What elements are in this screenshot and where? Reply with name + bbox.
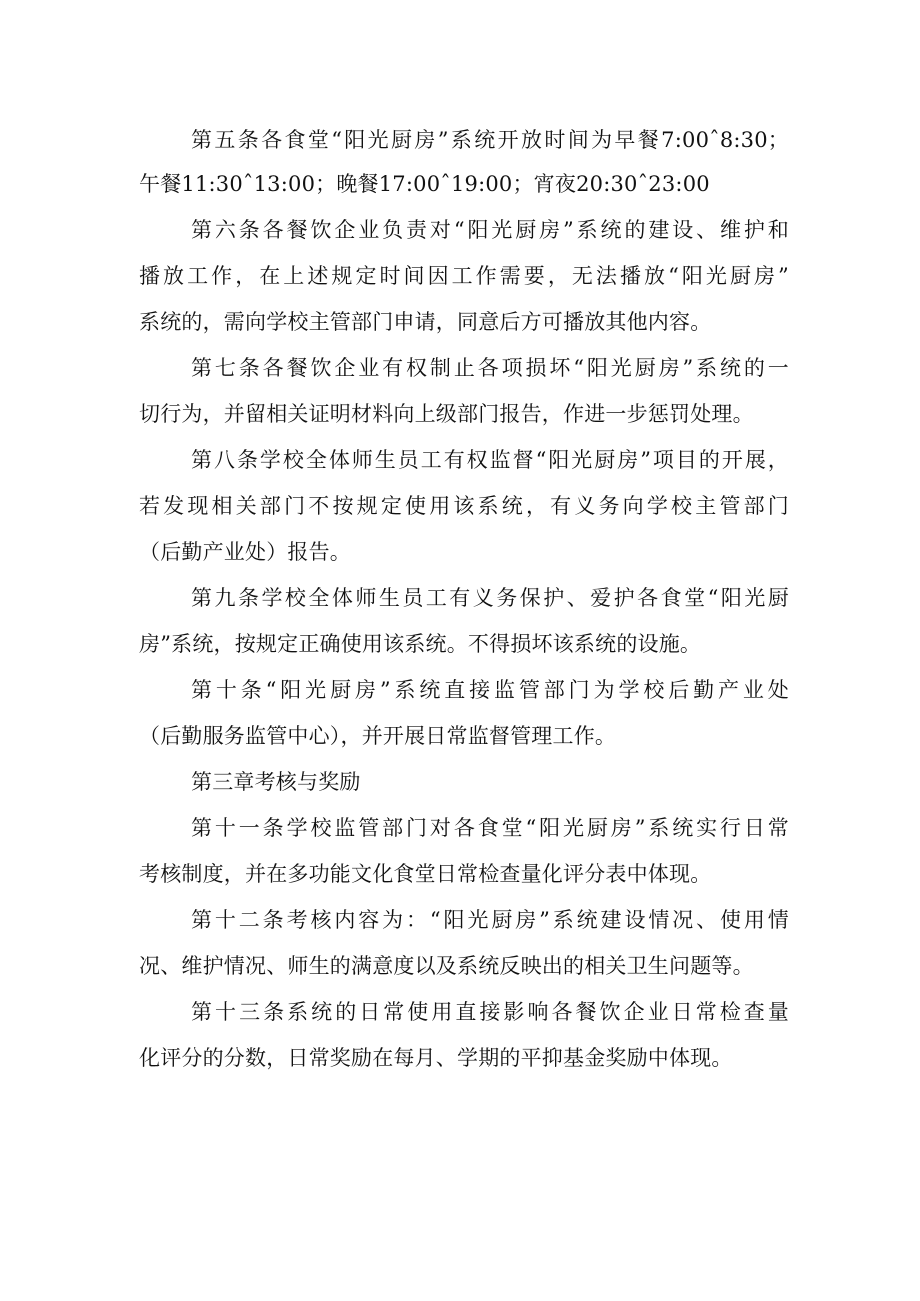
article-12-line-1: 第十二条考核内容为：“阳光厨房”系统建设情况、使用情	[191, 908, 789, 932]
article-9-line-1: 第九条学校全体师生员工有义务保护、爱护各食堂“阳光厨	[191, 586, 789, 610]
article-10-line-2: （后勤服务监管中心），并开展日常监督管理工作。	[139, 724, 617, 748]
article-10-line-1: 第十条“阳光厨房”系统直接监管部门为学校后勤产业处	[191, 678, 789, 702]
article-9-line-2: 房”系统，按规定正确使用该系统。不得损坏该系统的设施。	[139, 632, 702, 656]
article-11-line-2: 考核制度，并在多功能文化食堂日常检查量化评分表中体现。	[139, 862, 712, 886]
article-6-line-2: 播放工作，在上述规定时间因工作需要，无法播放“阳光厨房”	[139, 264, 789, 288]
article-11-line-1: 第十一条学校监管部门对各食堂“阳光厨房”系统实行日常	[191, 816, 789, 840]
article-7-line-2: 切行为，并留相关证明材料向上级部门报告，作进一步惩罚处理。	[139, 402, 754, 426]
article-5-line-1: 第五条各食堂“阳光厨房”系统开放时间为早餐7:00ˆ8:30；	[191, 128, 789, 152]
article-7-line-1: 第七条各餐饮企业有权制止各项损坏“阳光厨房”系统的一	[191, 356, 789, 380]
article-8-line-3: （后勤产业处）报告。	[139, 540, 351, 564]
article-6-line-3: 系统的，需向学校主管部门申请，同意后方可播放其他内容。	[139, 310, 712, 334]
article-13-line-2: 化评分的分数，日常奖励在每月、学期的平抑基金奖励中体现。	[139, 1046, 733, 1070]
article-6-line-1: 第六条各餐饮企业负责对“阳光厨房”系统的建设、维护和	[191, 218, 789, 242]
article-8-line-2: 若发现相关部门不按规定使用该系统，有义务向学校主管部门	[139, 494, 789, 518]
article-12-line-2: 况、维护情况、师生的满意度以及系统反映出的相关卫生问题等。	[139, 954, 754, 978]
document-page	[139, 128, 789, 1070]
article-13-line-1: 第十三条系统的日常使用直接影响各餐饮企业日常检查量	[191, 1000, 789, 1024]
article-5-line-2: 午餐11:30ˆ13:00；晚餐17:00ˆ19:00；宵夜20:30ˆ23:00	[139, 172, 710, 196]
article-8-line-1: 第八条学校全体师生员工有权监督“阳光厨房”项目的开展，	[191, 448, 789, 472]
chapter-3-heading: 第三章考核与奖励	[191, 770, 361, 794]
